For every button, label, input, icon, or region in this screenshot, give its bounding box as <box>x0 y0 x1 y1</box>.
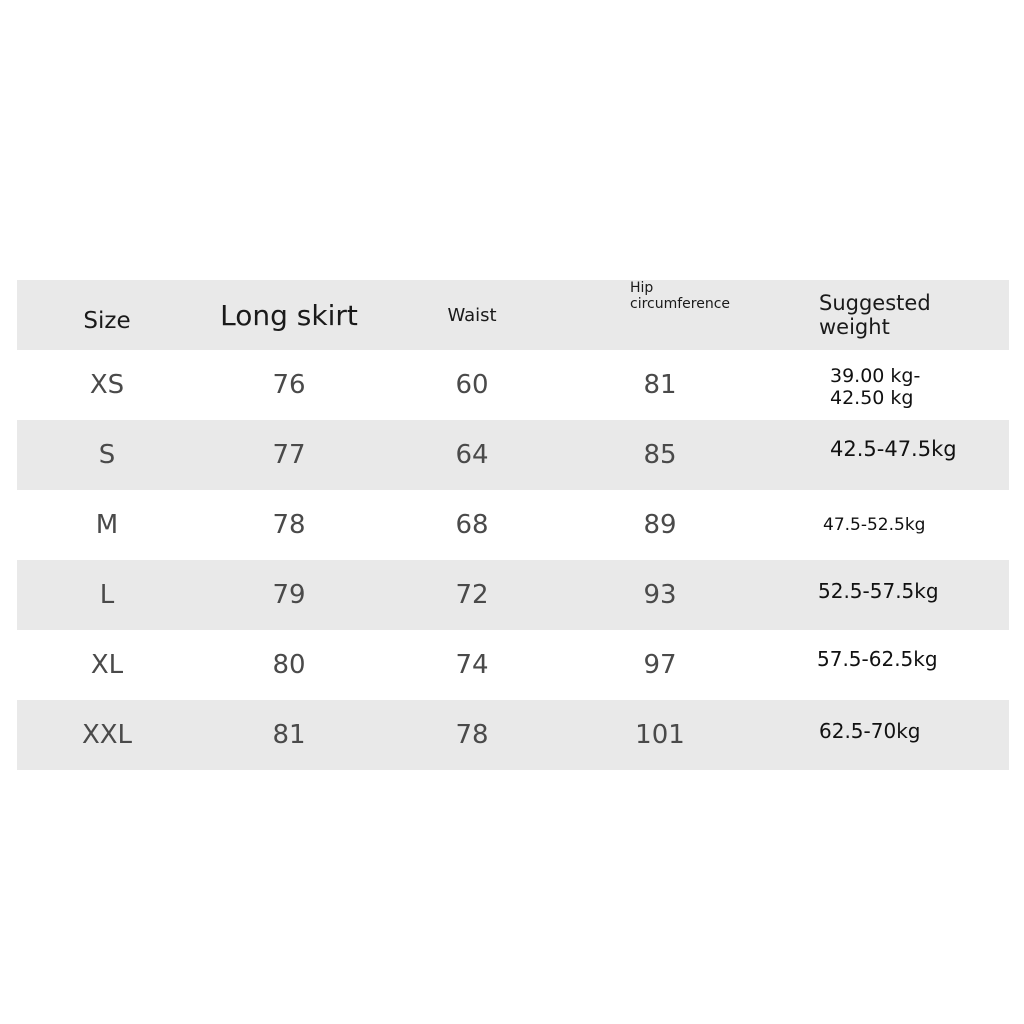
header-suggested-weight: Suggested weight <box>819 291 931 339</box>
header-waist: Waist <box>447 304 497 326</box>
cell-weight: 42.5-47.5kg <box>830 437 957 461</box>
cell-weight: 39.00 kg-42.50 kg <box>830 365 921 409</box>
cell-size: M <box>95 510 119 540</box>
cell-long-skirt: 80 <box>272 650 306 680</box>
header-size: Size <box>83 308 131 334</box>
cell-hip: 85 <box>643 440 677 470</box>
cell-size: S <box>98 440 116 470</box>
cell-hip: 81 <box>643 370 677 400</box>
cell-size: XS <box>89 370 125 400</box>
header-hip-line1: Hip <box>630 280 654 296</box>
header-long-skirt: Long skirt <box>220 298 358 332</box>
table-row <box>17 420 1009 490</box>
cell-size: XXL <box>81 720 133 750</box>
cell-weight: 52.5-57.5kg <box>818 579 939 603</box>
cell-hip: 89 <box>643 510 677 540</box>
cell-hip: 101 <box>635 720 685 750</box>
header-hip-circumference <box>630 280 780 350</box>
cell-waist: 78 <box>455 720 489 750</box>
cell-long-skirt: 79 <box>272 580 306 610</box>
table-header-row <box>17 280 1009 350</box>
table-row <box>17 350 1009 420</box>
cell-weight: 57.5-62.5kg <box>817 647 938 671</box>
table-row <box>17 560 1009 630</box>
table-row <box>17 630 1009 700</box>
cell-waist: 74 <box>455 650 489 680</box>
cell-hip: 97 <box>643 650 677 680</box>
cell-long-skirt: 81 <box>272 720 306 750</box>
cell-hip: 93 <box>643 580 677 610</box>
cell-waist: 68 <box>455 510 489 540</box>
cell-long-skirt: 78 <box>272 510 306 540</box>
cell-waist: 64 <box>455 440 489 470</box>
cell-weight: 62.5-70kg <box>819 719 921 743</box>
cell-size: XL <box>90 650 124 680</box>
cell-long-skirt: 77 <box>272 440 306 470</box>
table-row <box>17 490 1009 560</box>
header-hip-line2: circumference <box>630 296 731 312</box>
table-row <box>17 700 1009 770</box>
cell-size: L <box>99 580 115 610</box>
cell-waist: 72 <box>455 580 489 610</box>
cell-waist: 60 <box>455 370 489 400</box>
size-chart-table <box>17 280 1009 770</box>
cell-weight: 47.5-52.5kg <box>823 515 926 535</box>
cell-long-skirt: 76 <box>272 370 306 400</box>
